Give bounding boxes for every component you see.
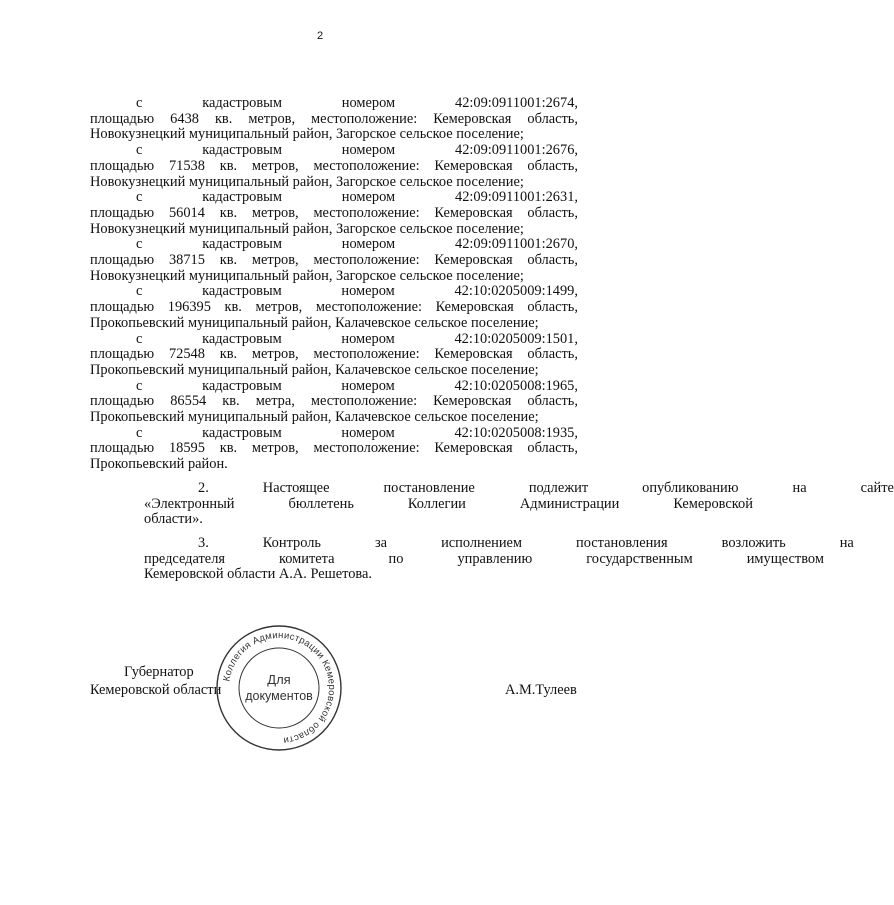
parcel-line-2 bbox=[90, 159, 578, 175]
parcel-entry bbox=[90, 332, 578, 379]
parcel-prefix: с bbox=[136, 236, 143, 253]
parcel-line-1 bbox=[90, 190, 578, 206]
paragraph-word: подлежит bbox=[528, 479, 589, 496]
parcel-area-word: Кемеровская bbox=[434, 204, 513, 221]
parcel-word-number: номером bbox=[341, 189, 396, 206]
paragraph-3-line-3: Кемеровской области А.А. Решетова. bbox=[144, 566, 373, 583]
parcel-area-word: площадью bbox=[90, 252, 155, 269]
parcel-line-2 bbox=[90, 206, 578, 222]
parcel-area-word: Кемеровская bbox=[435, 299, 514, 316]
parcel-area-word: область, bbox=[527, 440, 578, 457]
parcel-area-word: местоположение: bbox=[313, 346, 420, 363]
parcel-area-word: область, bbox=[527, 346, 578, 363]
parcel-line-1 bbox=[90, 96, 578, 112]
document-body bbox=[90, 95, 894, 583]
parcel-area-word: площадью bbox=[90, 393, 155, 410]
parcel-area-word: местоположение: bbox=[310, 393, 418, 410]
paragraph-word: Настоящее bbox=[262, 479, 330, 496]
parcel-area-word: область, bbox=[527, 393, 578, 410]
parcel-area-word: область, bbox=[527, 299, 578, 316]
parcel-area-word: область, bbox=[527, 204, 578, 221]
parcel-area-word: область, bbox=[527, 110, 578, 127]
parcel-entry bbox=[90, 143, 578, 190]
parcel-location: Новокузнецкий муниципальный район, Загорское сельское поселение; bbox=[90, 126, 524, 143]
paragraph-word: председателя bbox=[144, 550, 225, 567]
paragraph-word: управлению bbox=[457, 550, 533, 567]
parcel-area-word: площадью bbox=[90, 110, 155, 127]
stamp-ring-text: Коллегия Администрации Кемеровской области bbox=[221, 629, 338, 746]
parcel-word-cadastral: кадастровым bbox=[202, 377, 282, 394]
parcel-area-word: метров, bbox=[251, 157, 299, 174]
paragraph-word: постановления bbox=[576, 534, 668, 551]
cadastral-number: 42:10:0205009:1501, bbox=[454, 330, 578, 347]
paragraph-word: постановление bbox=[383, 479, 475, 496]
parcel-line-1 bbox=[90, 379, 578, 395]
parcel-area-word: местоположение: bbox=[311, 110, 418, 127]
parcel-line-2 bbox=[90, 394, 578, 410]
cadastral-number: 42:09:0911001:2670, bbox=[455, 236, 578, 253]
parcel-area-word: Кемеровская bbox=[433, 110, 512, 127]
parcel-word-number: номером bbox=[341, 236, 396, 253]
parcel-area-word: кв. bbox=[224, 299, 242, 316]
parcel-area-word: местоположение: bbox=[313, 252, 420, 269]
parcel-area-word: площадью bbox=[90, 204, 155, 221]
signature-name: А.М.Тулеев bbox=[505, 682, 577, 698]
parcel-prefix: с bbox=[136, 95, 143, 111]
parcel-area-word: кв. bbox=[219, 157, 238, 174]
signature-region: Кемеровской области bbox=[90, 682, 222, 698]
paragraph-word: бюллетень bbox=[288, 495, 354, 512]
cadastral-number: 42:10:0205008:1965, bbox=[454, 377, 578, 394]
parcel-line-1 bbox=[90, 332, 578, 348]
parcel-area-word: 38715 bbox=[168, 252, 205, 269]
paragraph-2-line-2 bbox=[90, 495, 753, 513]
paragraph-word: Контроль bbox=[262, 534, 321, 551]
paragraph-word: возложить bbox=[721, 534, 786, 551]
paragraph-word: имуществом bbox=[746, 550, 824, 567]
parcel-line-2 bbox=[90, 347, 578, 363]
parcel-word-cadastral: кадастровым bbox=[202, 189, 282, 206]
paragraph-word: исполнением bbox=[441, 534, 523, 551]
parcel-area-word: Кемеровская bbox=[434, 440, 513, 457]
parcel-area-word: 18595 bbox=[168, 440, 205, 457]
parcel-word-number: номером bbox=[341, 142, 396, 159]
parcel-area-word: 56014 bbox=[168, 204, 205, 221]
parcel-prefix: с bbox=[136, 424, 143, 441]
parcel-area-word: метров, bbox=[251, 204, 299, 221]
cadastral-number: 42:10:0205008:1935, bbox=[454, 424, 578, 441]
parcel-line-2 bbox=[90, 441, 578, 457]
parcel-word-number: номером bbox=[341, 95, 396, 111]
parcel-entry bbox=[90, 426, 578, 473]
parcel-area-word: метров, bbox=[248, 110, 296, 127]
parcel-area-word: 86554 bbox=[170, 393, 207, 410]
parcel-area-word: кв. bbox=[222, 393, 240, 410]
parcel-area-word: 196395 bbox=[167, 299, 211, 316]
paragraph-word: сайте bbox=[860, 479, 894, 496]
parcel-area-word: площадью bbox=[90, 440, 155, 457]
parcel-area-word: кв. bbox=[219, 252, 238, 269]
parcel-area-word: Кемеровская bbox=[434, 157, 513, 174]
cadastral-number: 42:09:0911001:2674, bbox=[455, 95, 578, 111]
parcel-entry bbox=[90, 96, 578, 143]
parcel-line-1 bbox=[90, 237, 578, 253]
parcel-area-word: 71538 bbox=[168, 157, 205, 174]
paragraph-word: «Электронный bbox=[144, 495, 235, 512]
parcel-location: Новокузнецкий муниципальный район, Загорское сельское поселение; bbox=[90, 173, 524, 190]
paragraph-2 bbox=[90, 479, 894, 528]
parcel-word-cadastral: кадастровым bbox=[202, 142, 282, 159]
paragraph-word: Администрации bbox=[519, 495, 620, 512]
parcel-area-word: Кемеровская bbox=[434, 252, 513, 269]
parcel-area-word: площадью bbox=[90, 299, 155, 316]
parcel-area-word: метра, bbox=[255, 393, 295, 410]
parcel-word-cadastral: кадастровым bbox=[202, 236, 282, 253]
parcel-area-word: площадью bbox=[90, 346, 155, 363]
paragraph-word: комитета bbox=[279, 550, 335, 567]
parcel-prefix: с bbox=[136, 283, 143, 300]
parcel-line-2 bbox=[90, 253, 578, 269]
paragraph-word: Кемеровской bbox=[673, 495, 753, 512]
paragraph-word: за bbox=[374, 534, 388, 551]
parcel-entry bbox=[90, 237, 578, 284]
parcel-prefix: с bbox=[136, 330, 143, 347]
parcel-word-number: номером bbox=[341, 330, 395, 347]
official-stamp bbox=[215, 624, 343, 752]
parcel-prefix: с bbox=[136, 377, 143, 394]
parcel-area-word: метров, bbox=[251, 252, 299, 269]
parcel-location: Новокузнецкий муниципальный район, Загорское сельское поселение; bbox=[90, 267, 524, 284]
parcel-area-word: 6438 bbox=[170, 110, 199, 127]
parcel-area-word: местоположение: bbox=[313, 157, 420, 174]
parcel-area-word: метров, bbox=[251, 346, 299, 363]
parcel-area-word: область, bbox=[527, 252, 578, 269]
paragraph-2-line-3: области». bbox=[144, 511, 203, 528]
page-number: 2 bbox=[316, 30, 324, 42]
parcel-line-1 bbox=[90, 143, 578, 159]
parcel-line-1 bbox=[90, 284, 578, 300]
parcel-word-cadastral: кадастровым bbox=[202, 330, 282, 347]
parcel-location: Прокопьевский муниципальный район, Калачевское сельское поселение; bbox=[90, 409, 539, 426]
parcel-area-word: Кемеровская bbox=[433, 393, 512, 410]
parcel-area-word: местоположение: bbox=[315, 299, 422, 316]
parcel-location: Прокопьевский муниципальный район, Калачевское сельское поселение; bbox=[90, 314, 539, 331]
parcel-location: Прокопьевский муниципальный район, Калачевское сельское поселение; bbox=[90, 361, 539, 378]
paragraph-word: Коллегии bbox=[407, 495, 466, 512]
parcel-entry bbox=[90, 284, 578, 331]
parcel-area-word: кв. bbox=[219, 204, 238, 221]
parcel-entry bbox=[90, 190, 578, 237]
parcel-list bbox=[90, 96, 578, 473]
parcel-area-word: Кемеровская bbox=[434, 346, 513, 363]
parcel-area-word: область, bbox=[527, 157, 578, 174]
paragraph-word: на bbox=[839, 534, 854, 551]
cadastral-number: 42:09:0911001:2676, bbox=[455, 142, 578, 159]
parcel-area-word: кв. bbox=[214, 110, 233, 127]
parcel-area-word: метров, bbox=[251, 440, 299, 457]
paragraph-2-line-1 bbox=[90, 479, 894, 497]
stamp-center-line-1: Для bbox=[267, 672, 291, 687]
parcel-word-number: номером bbox=[341, 424, 395, 441]
paragraph-3 bbox=[90, 534, 854, 583]
paragraph-3-line-1 bbox=[90, 534, 854, 552]
paragraph-word: 2. bbox=[198, 479, 209, 496]
parcel-word-cadastral: кадастровым bbox=[202, 424, 282, 441]
parcel-line-2 bbox=[90, 300, 578, 316]
parcel-area-word: 72548 bbox=[168, 346, 205, 363]
cadastral-number: 42:09:0911001:2631, bbox=[455, 189, 578, 206]
parcel-prefix: с bbox=[136, 189, 143, 206]
parcel-area-word: площадью bbox=[90, 157, 155, 174]
paragraph-3-line-2 bbox=[90, 550, 824, 568]
parcel-entry bbox=[90, 379, 578, 426]
paragraph-word: опубликованию bbox=[642, 479, 739, 496]
parcel-area-word: местоположение: bbox=[313, 440, 420, 457]
cadastral-number: 42:10:0205009:1499, bbox=[454, 283, 578, 300]
parcel-area-word: метров, bbox=[255, 299, 303, 316]
parcel-area-word: кв. bbox=[219, 346, 238, 363]
parcel-location: Новокузнецкий муниципальный район, Загорское сельское поселение; bbox=[90, 220, 524, 237]
parcel-word-cadastral: кадастровым bbox=[202, 95, 282, 111]
parcel-prefix: с bbox=[136, 142, 143, 159]
signature-title: Губернатор bbox=[124, 664, 194, 680]
paragraph-word: на bbox=[792, 479, 807, 496]
parcel-word-cadastral: кадастровым bbox=[202, 283, 282, 300]
parcel-word-number: номером bbox=[341, 377, 395, 394]
stamp-center-line-2: документов bbox=[245, 689, 313, 703]
parcel-word-number: номером bbox=[341, 283, 395, 300]
parcel-line-2 bbox=[90, 112, 578, 128]
paragraph-word: государственным bbox=[586, 550, 693, 567]
paragraph-word: 3. bbox=[198, 534, 209, 551]
paragraph-word: по bbox=[388, 550, 404, 567]
parcel-area-word: кв. bbox=[219, 440, 238, 457]
parcel-line-1 bbox=[90, 426, 578, 442]
parcel-area-word: местоположение: bbox=[313, 204, 420, 221]
parcel-location: Прокопьевский район. bbox=[90, 456, 228, 473]
